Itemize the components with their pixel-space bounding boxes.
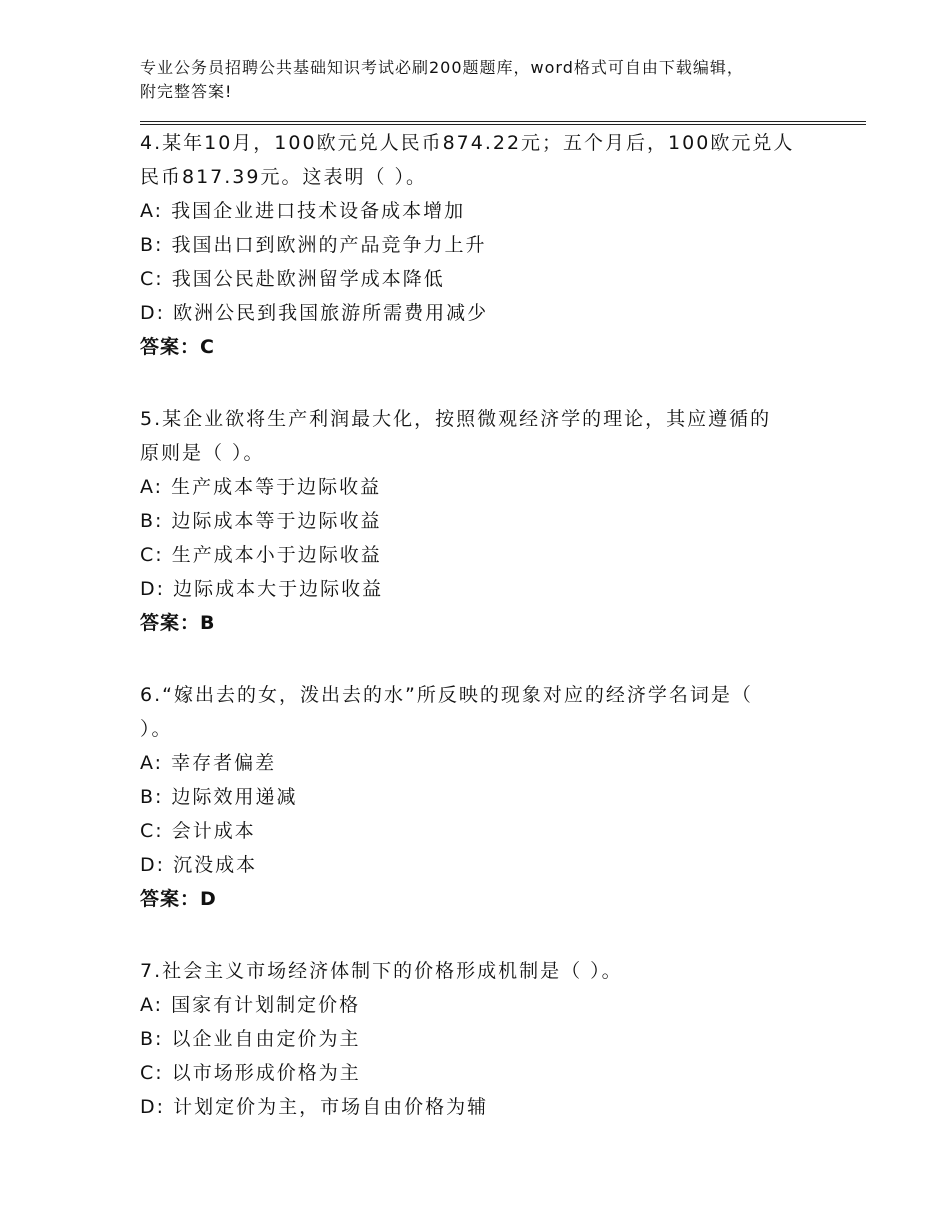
option-b: B: 我国出口到欧洲的产品竞争力上升	[140, 234, 487, 256]
option-a: A: 我国企业进口技术设备成本增加	[140, 200, 466, 222]
option-d: D: 欧洲公民到我国旅游所需费用减少	[140, 302, 489, 324]
option-b: B: 边际效用递减	[140, 786, 298, 808]
header-line-2: 附完整答案!	[140, 82, 233, 101]
option-d: D: 边际成本大于边际收益	[140, 578, 384, 600]
option-b: B: 以企业自由定价为主	[140, 1028, 361, 1050]
option-d: D: 计划定价为主，市场自由价格为辅	[140, 1096, 489, 1118]
option-b: B: 边际成本等于边际收益	[140, 510, 382, 532]
question-stem-line: 6.“嫁出去的女，泼出去的水”所反映的现象对应的经济学名词是（	[140, 684, 753, 706]
question-stem-line: 4.某年10月，100欧元兑人民币874.22元；五个月后，100欧元兑人	[140, 132, 795, 154]
answer: 答案：C	[140, 336, 215, 358]
option-a: A: 生产成本等于边际收益	[140, 476, 382, 498]
question-6	[140, 678, 820, 916]
answer: 答案：B	[140, 612, 216, 634]
question-4	[140, 126, 820, 364]
option-a: A: 国家有计划制定价格	[140, 994, 361, 1016]
question-stem-line: 7.社会主义市场经济体制下的价格形成机制是（ ）。	[140, 960, 623, 982]
question-list	[140, 126, 820, 1162]
question-stem-line: ）。	[140, 718, 173, 740]
document-header	[140, 56, 830, 104]
question-7	[140, 954, 820, 1124]
option-c: C: 以市场形成价格为主	[140, 1062, 361, 1084]
question-stem-line: 5.某企业欲将生产利润最大化，按照微观经济学的理论，其应遵循的	[140, 408, 772, 430]
header-rule-bottom	[140, 124, 866, 125]
option-c: C: 我国公民赴欧洲留学成本降低	[140, 268, 445, 290]
option-d: D: 沉没成本	[140, 854, 258, 876]
option-a: A: 幸存者偏差	[140, 752, 277, 774]
question-5	[140, 402, 820, 640]
answer: 答案：D	[140, 888, 217, 910]
header-line-1: 专业公务员招聘公共基础知识考试必刷200题题库，word格式可自由下载编辑，	[140, 58, 744, 77]
question-stem-line: 民币817.39元。这表明（ ）。	[140, 166, 428, 188]
header-rule-top	[140, 121, 866, 122]
option-c: C: 生产成本小于边际收益	[140, 544, 382, 566]
question-stem-line: 原则是（ ）。	[140, 442, 265, 464]
option-c: C: 会计成本	[140, 820, 256, 842]
